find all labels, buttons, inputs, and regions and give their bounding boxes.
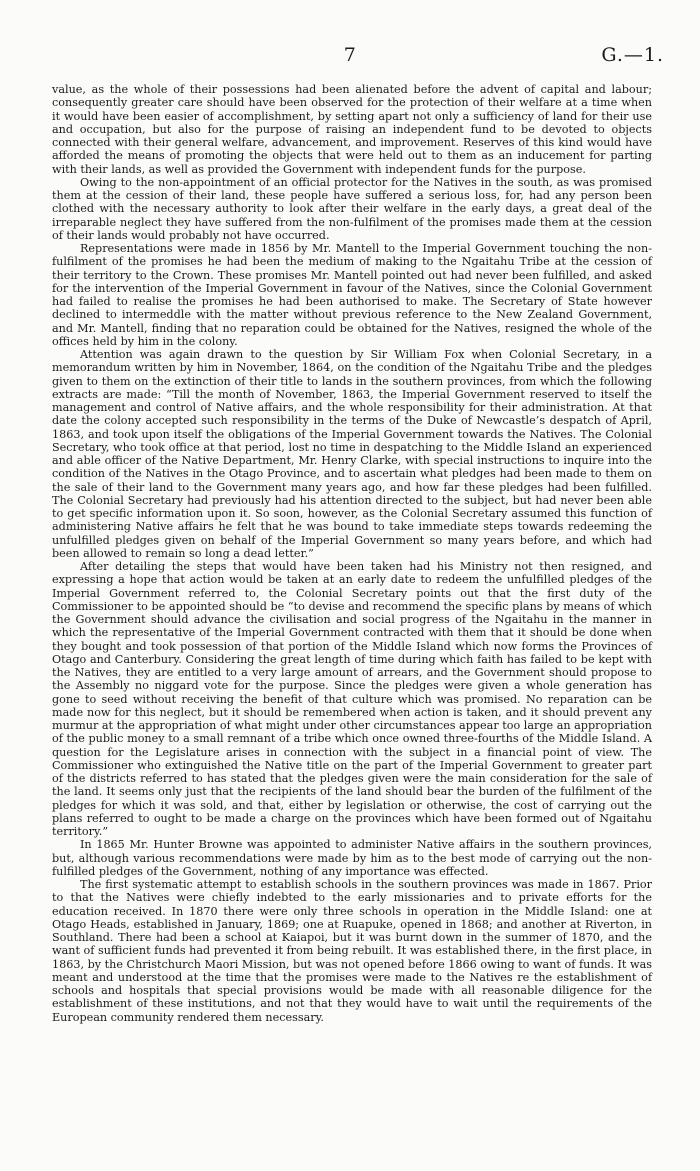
page-header	[0, 44, 700, 74]
paragraph: In 1865 Mr. Hunter Browne was appointed to administer Native affairs in the southern provinces, but, although various recommendations were made by him as to the best mode of carrying out the non-fulfilled pledges of the Government, nothing of any importance was effected.	[52, 838, 652, 878]
page-number: 7	[343, 44, 357, 66]
paragraph: The first systematic attempt to establish schools in the southern provinces was made in 1867. Prior to that the Natives were chiefly indebted to the early missionaries and to private efforts for the education received. In 1870 there were only three schools in operation in the Middle Island: one at Otago Heads, established in January, 1869; one at Ruapuke, opened in 1868; and another at Riverton, in Southland. There had been a school at Kaiapoi, but it was burnt down in the summer of 1870, and the want of sufficient funds had prevented it from being rebuilt. It was established there, in the first place, in 1863, by the Christchurch Maori Mission, but was not opened before 1866 owing to want of funds. It was meant and understood at the time that the promises were made to the Natives re the establishment of schools and hospitals that special provisions would be made with all reasonable diligence for the establishment of these institutions, and not that they would have to wait until the requirements of the European community rendered them necessary.	[52, 878, 652, 1024]
body-text	[52, 83, 652, 1024]
document-reference: G.—1.	[601, 44, 664, 66]
paragraph: Representations were made in 1856 by Mr. Mantell to the Imperial Government touching the non-fulfilment of the promises he had been the medium of making to the Ngaitahu Tribe at the cession of their territory to the Crown. These promises Mr. Mantell pointed out had never been fulfilled, and asked for the intervention of the Imperial Government in favour of the Natives, since the Colonial Government had failed to realise the promises he had been authorised to make. The Secretary of State however declined to intermeddle with the matter without previous reference to the New Zealand Government, and Mr. Mantell, finding that no reparation could be obtained for the Natives, resigned the whole of the offices held by him in the colony.	[52, 242, 652, 348]
paragraph: Attention was again drawn to the question by Sir William Fox when Colonial Secretary, in a memorandum written by him in November, 1864, on the condition of the Ngaitahu Tribe and the pledges given to them on the extinction of their title to lands in the southern provinces, from which the following extracts are made: “Till the month of November, 1863, the Imperial Government reserved to itself the management and control of Native affairs, and the whole responsibility for their administration. At that date the colony accepted such responsibility in the terms of the Duke of Newcastle’s despatch of April, 1863, and took upon itself the obligations of the Imperial Government towards the Natives. The Colonial Secretary, who took office at that period, lost no time in despatching to the Middle Island an experienced and able officer of the Native Department, Mr. Henry Clarke, with special instructions to inquire into the condition of the Natives in the Otago Province, and to ascertain what pledges had been made to them on the sale of their land to the Government many years ago, and how far these pledges had been fulfilled. The Colonial Secretary had previously had his attention directed to the subject, but had never been able to get specific information upon it. So soon, however, as the Colonial Secretary assumed this function of administering Native affairs he felt that he was bound to take immediate steps towards redeeming the unfulfilled pledges given on behalf of the Imperial Government so many years before, and which had been allowed to remain so long a dead letter.”	[52, 348, 652, 560]
paragraph: value, as the whole of their possessions had been alienated before the advent of capital and labour; consequently greater care should have been observed for the protection of their welfare at a time when it would have been easier of accomplishment, by setting apart not only a sufficiency of land for their use and occupation, but also for the purpose of raising an independent fund to be devoted to objects connected with their general welfare, advancement, and improvement. Reserves of this kind would have afforded the means of promoting the objects that were held out to them as an inducement for parting with their lands, as well as provided the Government with independent funds for the purpose.	[52, 83, 652, 176]
paragraph: After detailing the steps that would have been taken had his Ministry not then resigned, and expressing a hope that action would be taken at an early date to redeem the unfulfilled pledges of the Imperial Government referred to, the Colonial Secretary points out that the first duty of the Commissioner to be appointed should be “to devise and recommend the specific plans by means of which the Government should advance the civilisation and social progress of the Ngaitahu in the manner in which the representative of the Imperial Government contracted with them that it should be done when they bought and took possession of that portion of the Middle Island which now forms the Provinces of Otago and Canterbury. Considering the great length of time during which faith has failed to be kept with the Natives, they are entitled to a very large amount of arrears, and the Government should propose to the Assembly no niggard vote for the purpose. Since the pledges were given a whole generation has gone to seed without receiving the benefit of that culture which was promised. No reparation can be made now for this neglect, but it should be remembered when action is taken, and it should prevent any murmur at the appropriation of what might under other circumstances appear too large an appropriation of the public money to a small remnant of a tribe which once owned three-fourths of the Middle Island. A question for the Legislature arises in connection with the subject in a financial point of view. The Commissioner who extinguished the Native title on the part of the Imperial Government to greater part of the districts referred to has stated that the pledges given were the main consideration for the sale of the land. It seems only just that the recipients of the land should bear the burden of the fulfilment of the pledges for which it was sold, and that, either by legislation or otherwise, the cost of carrying out the plans referred to ought to be made a charge on the provinces which have been formed out of Ngaitahu territory.”	[52, 560, 652, 838]
paragraph: Owing to the non-appointment of an official protector for the Natives in the south, as was promised them at the cession of their land, these people have suffered a serious loss, for, had any person been clothed with the necessary authority to look after their welfare in the early days, a great deal of the irreparable neglect they have suffered from the non-fulfilment of the promises made them at the cession of their lands would probably not have occurred.	[52, 175, 652, 242]
